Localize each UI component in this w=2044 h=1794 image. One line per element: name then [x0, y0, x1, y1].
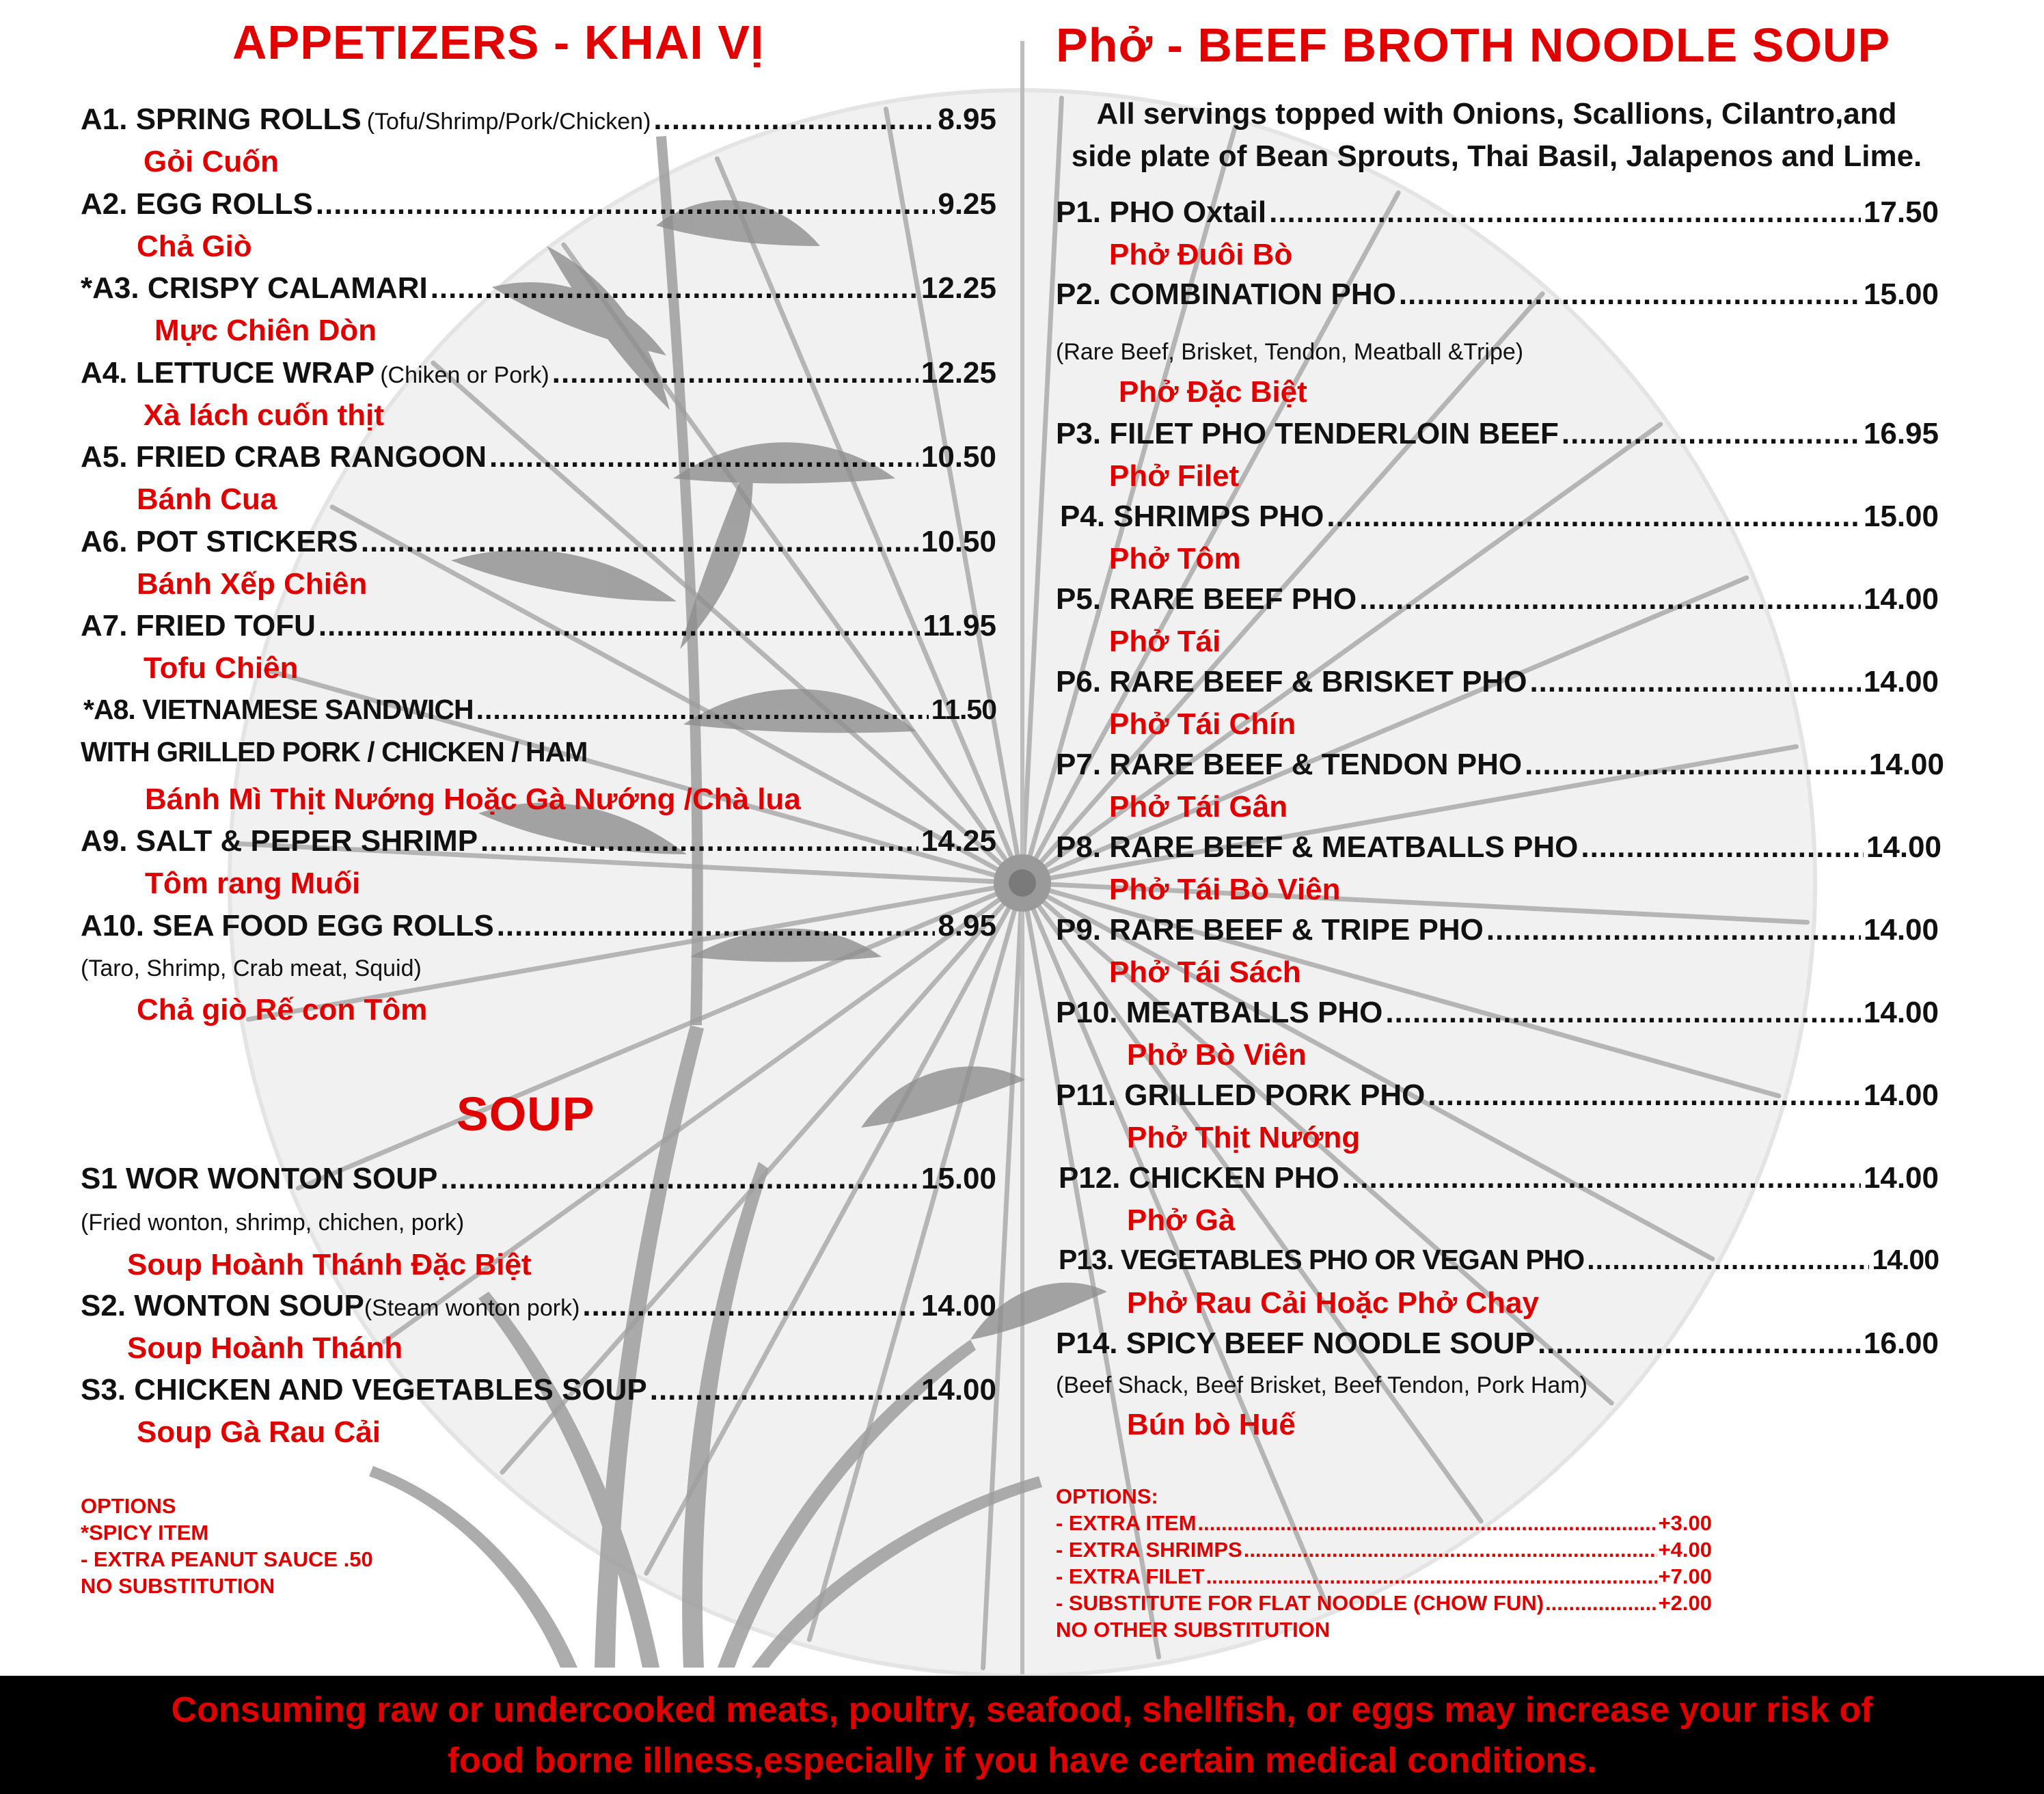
menu-item-a4: A4. LETTUCE WRAP (Chiken or Pork) ..... 12.25 — [81, 356, 996, 390]
menu-item-p14: P14. SPICY BEEF NOODLE SOUP ..... 16.00 — [1056, 1327, 1939, 1361]
viet-name-a5: Bánh Cua — [137, 483, 277, 516]
menu-item-a10: A10. SEA FOOD EGG ROLLS ..... 8.95 — [81, 909, 996, 943]
menu-item-a5: A5. FRIED CRAB RANGOON ..... 10.50 — [81, 440, 996, 474]
menu-item-a3: *A3. CRISPY CALAMARI ..... 12.25 — [81, 271, 996, 305]
viet-name-p6: Phở Tái Chín — [1109, 707, 1296, 741]
menu-item-p1: P1. PHO Oxtail ..... 17.50 — [1056, 195, 1939, 230]
pho-title: Phở - BEEF BROTH NOODLE SOUP — [1056, 18, 1891, 72]
menu-item-p12: P12. CHICKEN PHO ..... 14.00 — [1059, 1161, 1939, 1195]
viet-name-s2: Soup Hoành Thánh — [127, 1331, 403, 1365]
pho-options-footer: NO OTHER SUBSTITUTION — [1056, 1618, 1331, 1642]
menu-item-p2: P2. COMBINATION PHO ..... 15.00 — [1056, 277, 1939, 312]
menu-item-s3: S3. CHICKEN AND VEGETABLES SOUP ..... 14.00 — [81, 1373, 996, 1407]
menu-item-p9: P9. RARE BEEF & TRIPE PHO ..... 14.00 — [1056, 913, 1939, 947]
soup-option-line: NO SUBSTITUTION — [81, 1574, 275, 1598]
pho-options — [1056, 1483, 1712, 1643]
menu-item-a7: A7. FRIED TOFU ..... 11.95 — [81, 609, 996, 643]
viet-name-p9: Phở Tái Sách — [1109, 955, 1301, 989]
item-a8-line2: WITH GRILLED PORK / CHICKEN / HAM — [81, 736, 588, 767]
viet-name-p3: Phở Filet — [1109, 459, 1240, 493]
pho-intro-line1: All servings topped with Onions, Scallions, Cilantro,and — [1096, 97, 1897, 131]
desc-p14: (Beef Shack, Beef Brisket, Beef Tendon, Pork Ham) — [1056, 1372, 1587, 1398]
viet-name-a3: Mực Chiên Dòn — [154, 314, 377, 347]
menu-item-p13: P13. VEGETABLES PHO OR VEGAN PHO ..... 14.00 — [1059, 1244, 1939, 1276]
viet-name-a9: Tôm rang Muối — [145, 867, 361, 900]
menu-item-a6: A6. POT STICKERS ..... 10.50 — [81, 525, 996, 559]
viet-name-a7: Tofu Chiên — [144, 651, 299, 685]
viet-name-a4: Xà lách cuốn thịt — [144, 398, 385, 432]
desc-a10: (Taro, Shrimp, Crab meat, Squid) — [81, 955, 422, 981]
viet-name-p7: Phở Tái Gân — [1109, 790, 1288, 824]
menu-item-p11: P11. GRILLED PORK PHO ..... 14.00 — [1056, 1078, 1939, 1113]
soup-option-line: OPTIONS — [81, 1494, 176, 1518]
desc-p2: (Rare Beef, Brisket, Tendon, Meatball &Tripe) — [1056, 339, 1524, 365]
soup-title: SOUP — [457, 1087, 595, 1141]
menu-item-p8: P8. RARE BEEF & MEATBALLS PHO ..... 14.00 — [1056, 830, 1941, 865]
viet-name-a2: Chả Giò — [137, 230, 252, 263]
menu-item-p7: P7. RARE BEEF & TENDON PHO ..... 14.00 — [1056, 748, 1944, 782]
desc-s1: (Fried wonton, shrimp, chichen, pork) — [81, 1210, 465, 1236]
viet-name-p4: Phở Tôm — [1109, 542, 1241, 575]
viet-name-s3: Soup Gà Rau Cải — [137, 1415, 381, 1449]
menu-item-a8: *A8. VIETNAMESE SANDWICH ..... 11.50 — [83, 694, 996, 726]
soup-option-line: - EXTRA PEANUT SAUCE .50 — [81, 1547, 373, 1571]
viet-name-p5: Phở Tái — [1109, 625, 1221, 658]
viet-name-p13: Phở Rau Cải Hoặc Phở Chay — [1127, 1286, 1539, 1320]
warning-line-2: food borne illness,especially if you have certain medical conditions. — [447, 1740, 1597, 1780]
menu-item-p6: P6. RARE BEEF & BRISKET PHO ..... 14.00 — [1056, 665, 1939, 699]
menu-item-s1: S1 WOR WONTON SOUP ..... 15.00 — [81, 1162, 996, 1196]
viet-name-p1: Phở Đuôi Bò — [1109, 238, 1293, 271]
pho-option-row: - EXTRA SHRIMPS ..... +4.00 — [1056, 1536, 1712, 1563]
menu-item-p10: P10. MEATBALLS PHO ..... 14.00 — [1056, 996, 1939, 1030]
menu-item-a2: A2. EGG ROLLS ..... 9.25 — [81, 187, 996, 221]
menu-item-s2: S2. WONTON SOUP (Steam wonton pork) ..... 14.00 — [81, 1289, 996, 1323]
pho-options-heading: OPTIONS: — [1056, 1484, 1158, 1508]
viet-name-a10: Chả giò Rế con Tôm — [137, 993, 428, 1027]
menu-item-p3: P3. FILET PHO TENDERLOIN BEEF ..... 16.95 — [1056, 417, 1939, 451]
viet-name-p11: Phở Thịt Nướng — [1127, 1121, 1361, 1154]
warning-line-1: Consuming raw or undercooked meats, poultry, seafood, shellfish, or eggs may increase your risk of — [171, 1689, 1873, 1730]
pho-intro — [1056, 93, 1937, 178]
viet-name-p2: Phở Đặc Biệt — [1119, 375, 1307, 409]
viet-name-a6: Bánh Xếp Chiên — [137, 567, 368, 601]
menu-item-a9: A9. SALT & PEPER SHRIMP ..... 14.25 — [81, 824, 996, 858]
viet-name-p10: Phở Bò Viên — [1127, 1038, 1307, 1072]
menu-item-p5: P5. RARE BEEF PHO ..... 14.00 — [1056, 582, 1939, 616]
food-safety-warning — [0, 1676, 2044, 1794]
viet-name-a8: Bánh Mì Thịt Nướng Hoặc Gà Nướng /Chà lua — [145, 783, 801, 816]
pho-intro-line2: side plate of Bean Sprouts, Thai Basil, Jalapenos and Lime. — [1071, 139, 1922, 173]
viet-name-p8: Phở Tái Bò Viên — [1109, 873, 1341, 906]
menu-item-p4: P4. SHRIMPS PHO ..... 15.00 — [1060, 500, 1939, 534]
menu-item-a1: A1. SPRING ROLLS (Tofu/Shrimp/Pork/Chicken) ..... 8.95 — [81, 103, 996, 137]
appetizers-title: APPETIZERS - KHAI VỊ — [232, 16, 765, 69]
viet-name-a1: Gỏi Cuốn — [144, 145, 279, 178]
pho-option-row: - SUBSTITUTE FOR FLAT NOODLE (CHOW FUN) ..... +2.00 — [1056, 1590, 1712, 1616]
soup-option-line: *SPICY ITEM — [81, 1521, 209, 1545]
pho-option-row: - EXTRA ITEM ..... +3.00 — [1056, 1510, 1712, 1536]
viet-name-s1: Soup Hoành Thánh Đặc Biệt — [127, 1248, 532, 1281]
viet-name-p12: Phở Gà — [1127, 1204, 1236, 1237]
viet-name-p14: Bún bò Huế — [1127, 1408, 1296, 1441]
pho-option-row: - EXTRA FILET ..... +7.00 — [1056, 1563, 1712, 1590]
soup-options — [81, 1493, 373, 1599]
